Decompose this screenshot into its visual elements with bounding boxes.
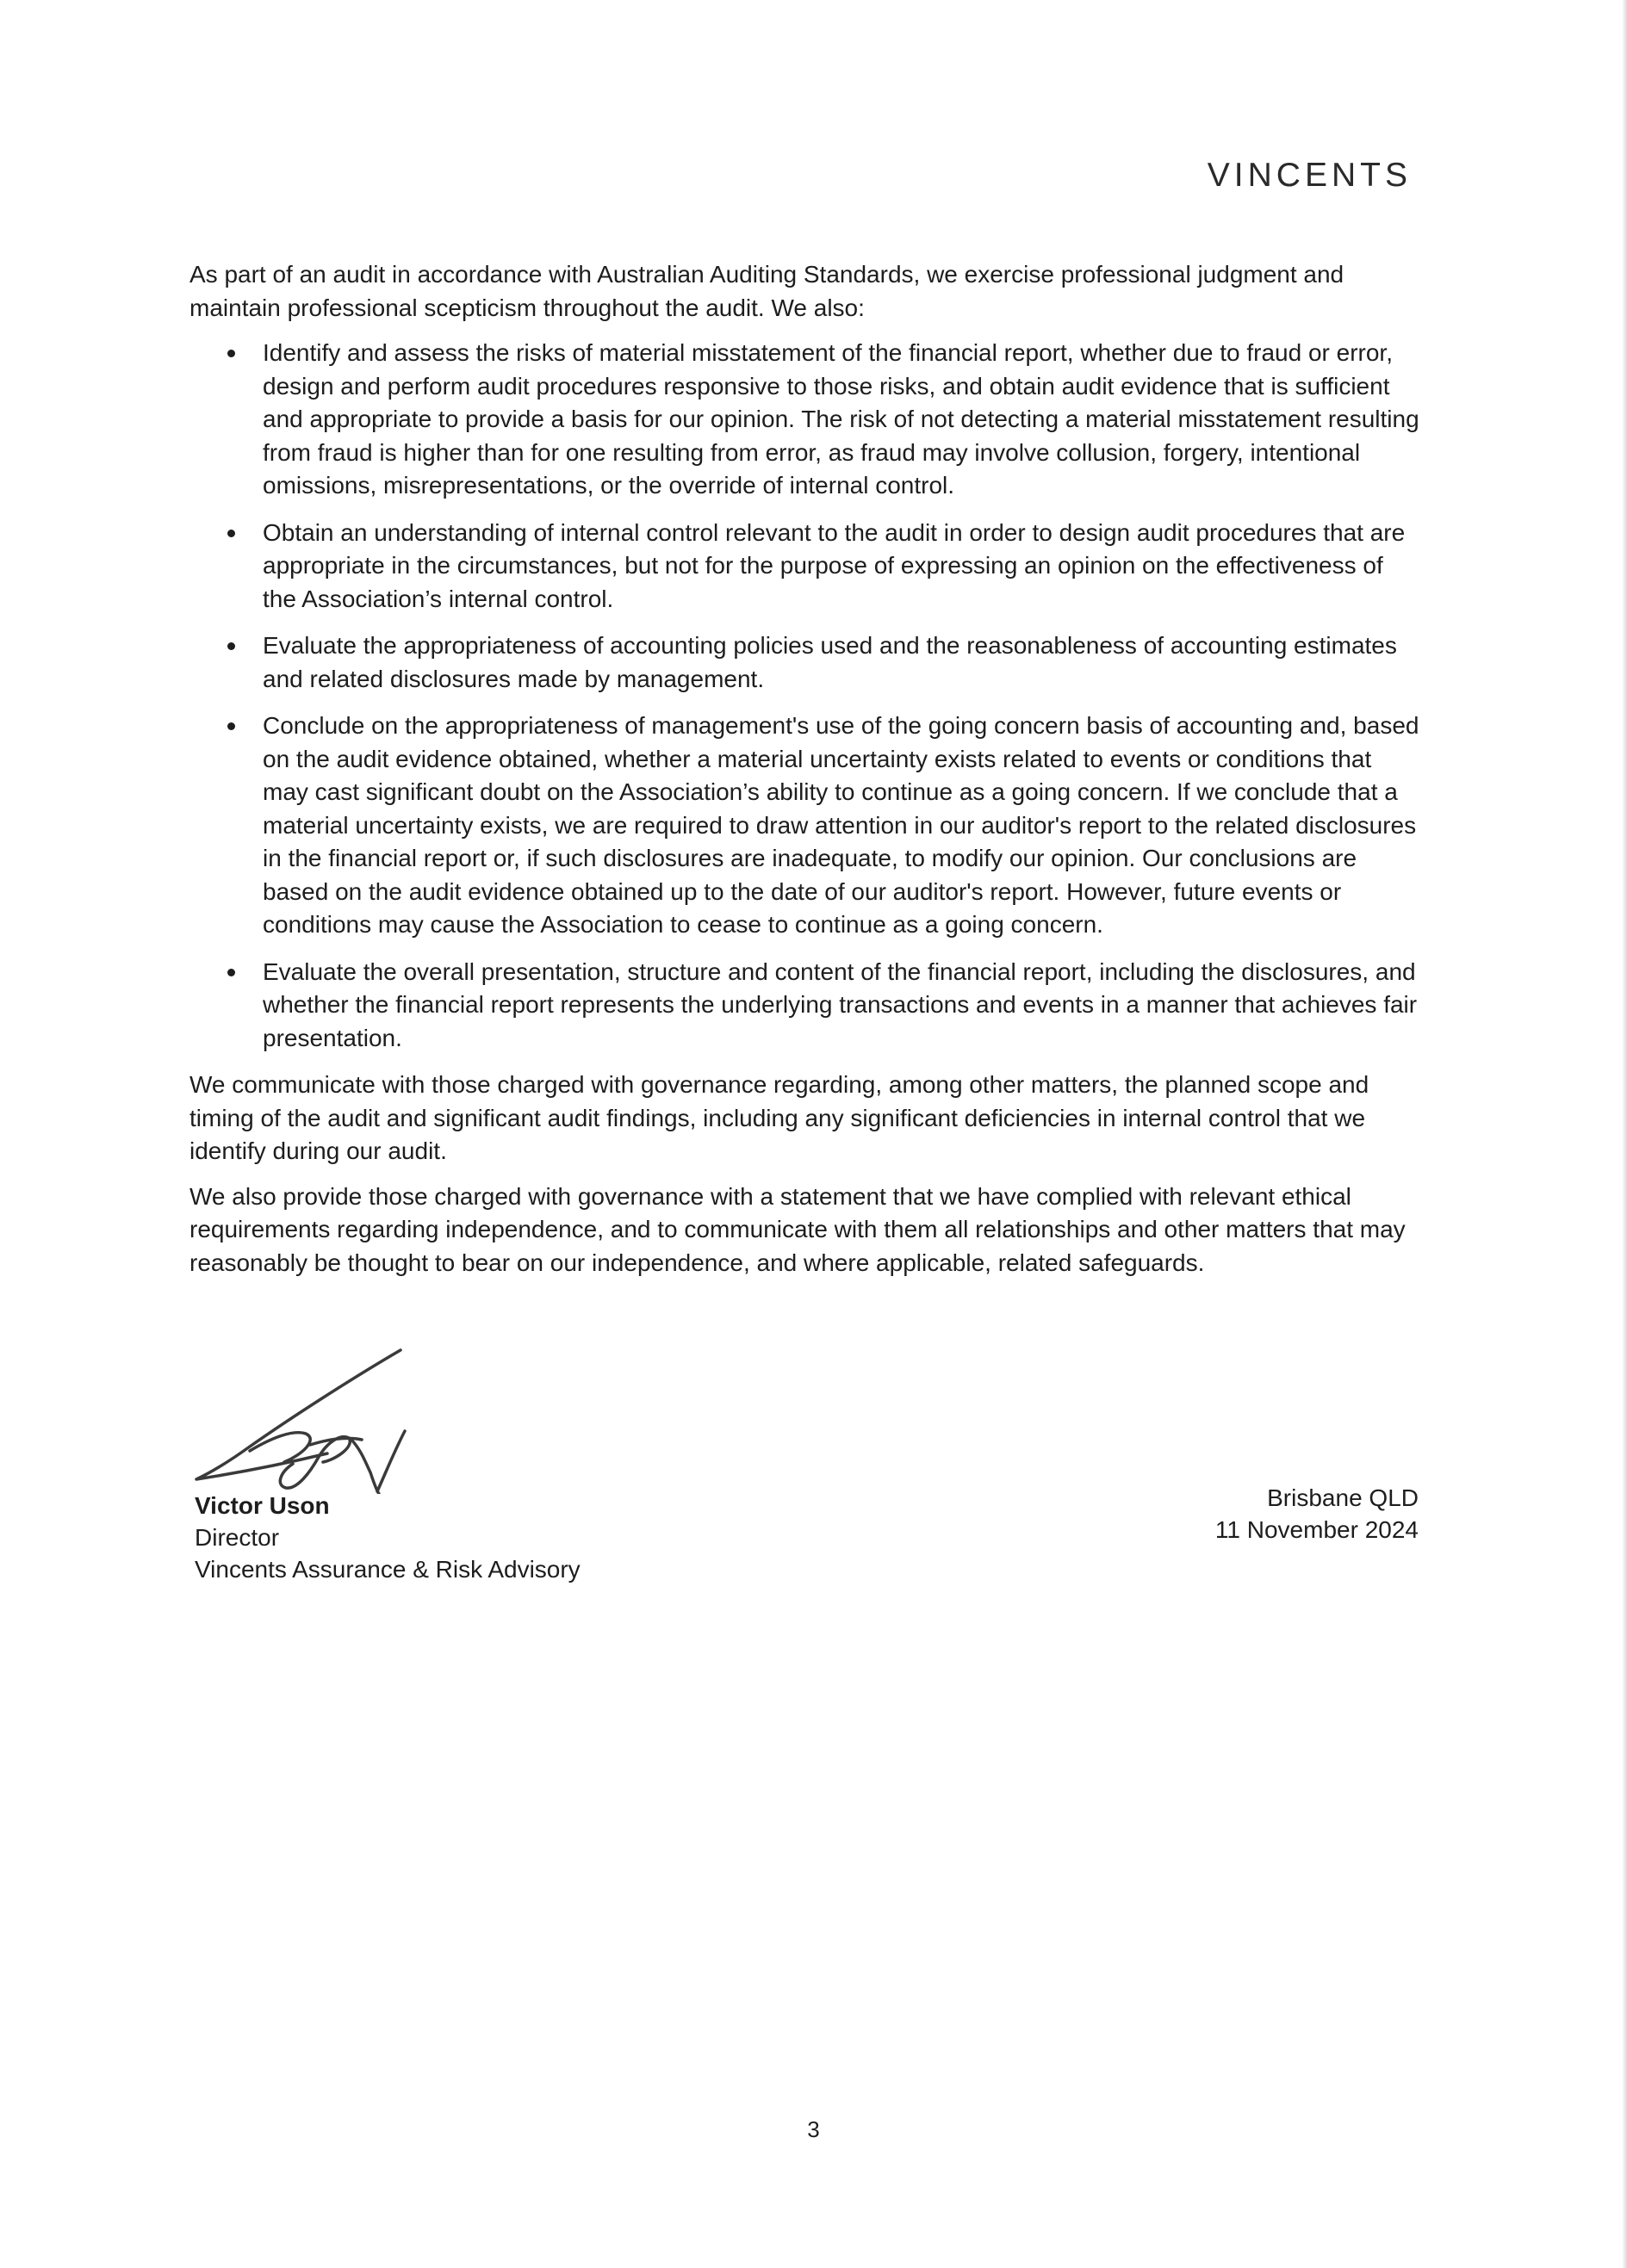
signatory-name: Victor Uson <box>195 1492 330 1519</box>
bullet-icon <box>227 530 235 537</box>
list-item-text: Identify and assess the risks of material misstatement of the financial report, whether due to fraud or error, design and perform audit procedures responsive to those risks, and obtain audit evidence that is sufficient and appropriate to provide a basis for our opinion. The risk of not detecting a material misstatement resulting from fraud is higher than for one resulting from error, as fraud may involve collusion, forgery, intentional omissions, misrepresentations, or the override of internal control. <box>263 339 1419 499</box>
page-edge <box>1622 0 1627 2268</box>
list-item-text: Obtain an understanding of internal control relevant to the audit in order to design audit procedures that are appropriate in the circumstances, but not for the purpose of expressing an opinion on the effectiveness of the Association’s internal control. <box>263 518 1406 612</box>
signatory-title: Director <box>195 1524 280 1551</box>
page-number: 3 <box>807 2116 820 2142</box>
list-item <box>189 337 1421 503</box>
list-item-text: Conclude on the appropriateness of management's use of the going concern basis of accounting and, based on the audit evidence obtained, whether a material uncertainty exists related to events or conditions that may cast significant doubt on the Association’s ability to continue as a going concern. If we conclude that a material uncertainty exists, we are required to draw attention in our auditor's report to the related disclosures in the financial report or, if such disclosures are inadequate, to modify our opinion. Our conclusions are based on the audit evidence obtained up to the date of our auditor's report. However, future events or conditions may cause the Association to cease to continue as a going concern. <box>263 712 1419 938</box>
bullet-icon <box>227 350 235 357</box>
intro-paragraph: As part of an audit in accordance with Australian Auditing Standards, we exercise professional judgment and maintain professional scepticism throughout the audit. We also: <box>189 261 1344 321</box>
governance-paragraph: We communicate with those charged with governance regarding, among other matters, the planned scope and timing of the audit and significant audit findings, including any significant deficiencies in internal control that we identify during our audit. <box>189 1071 1369 1164</box>
list-item <box>189 517 1421 617</box>
signatory-firm: Vincents Assurance & Risk Advisory <box>195 1556 581 1583</box>
date: 11 November 2024 <box>1214 1516 1419 1543</box>
list-item-text: Evaluate the appropriateness of accounting policies used and the reasonableness of accounting estimates and related disclosures made by management. <box>263 632 1397 692</box>
place-date-block <box>1215 1482 1419 1546</box>
bullet-icon <box>227 722 235 730</box>
report-body <box>189 258 1421 1292</box>
bullet-icon <box>227 642 235 650</box>
list-item <box>189 956 1421 1056</box>
audit-procedures-list <box>189 337 1421 1055</box>
list-item <box>189 710 1421 942</box>
independence-paragraph: We also provide those charged with governance with a statement that we have complied with relevant ethical requirements regarding independence, and to communicate with them all relationships and other matters that may reasonably be thought to bear on our independence, and where applicable, related safeguards. <box>189 1182 1406 1276</box>
bullet-icon <box>227 969 235 976</box>
signatory-block <box>195 1490 581 1585</box>
list-item <box>189 629 1421 696</box>
list-item-text: Evaluate the overall presentation, structure and content of the financial report, including the disclosures, and whether the financial report represents the underlying transactions and events in a manner that achieves fair presentation. <box>263 957 1418 1051</box>
signature-image <box>189 1343 413 1494</box>
location: Brisbane QLD <box>1267 1484 1419 1511</box>
company-logo: VINCENTS <box>1207 157 1412 194</box>
